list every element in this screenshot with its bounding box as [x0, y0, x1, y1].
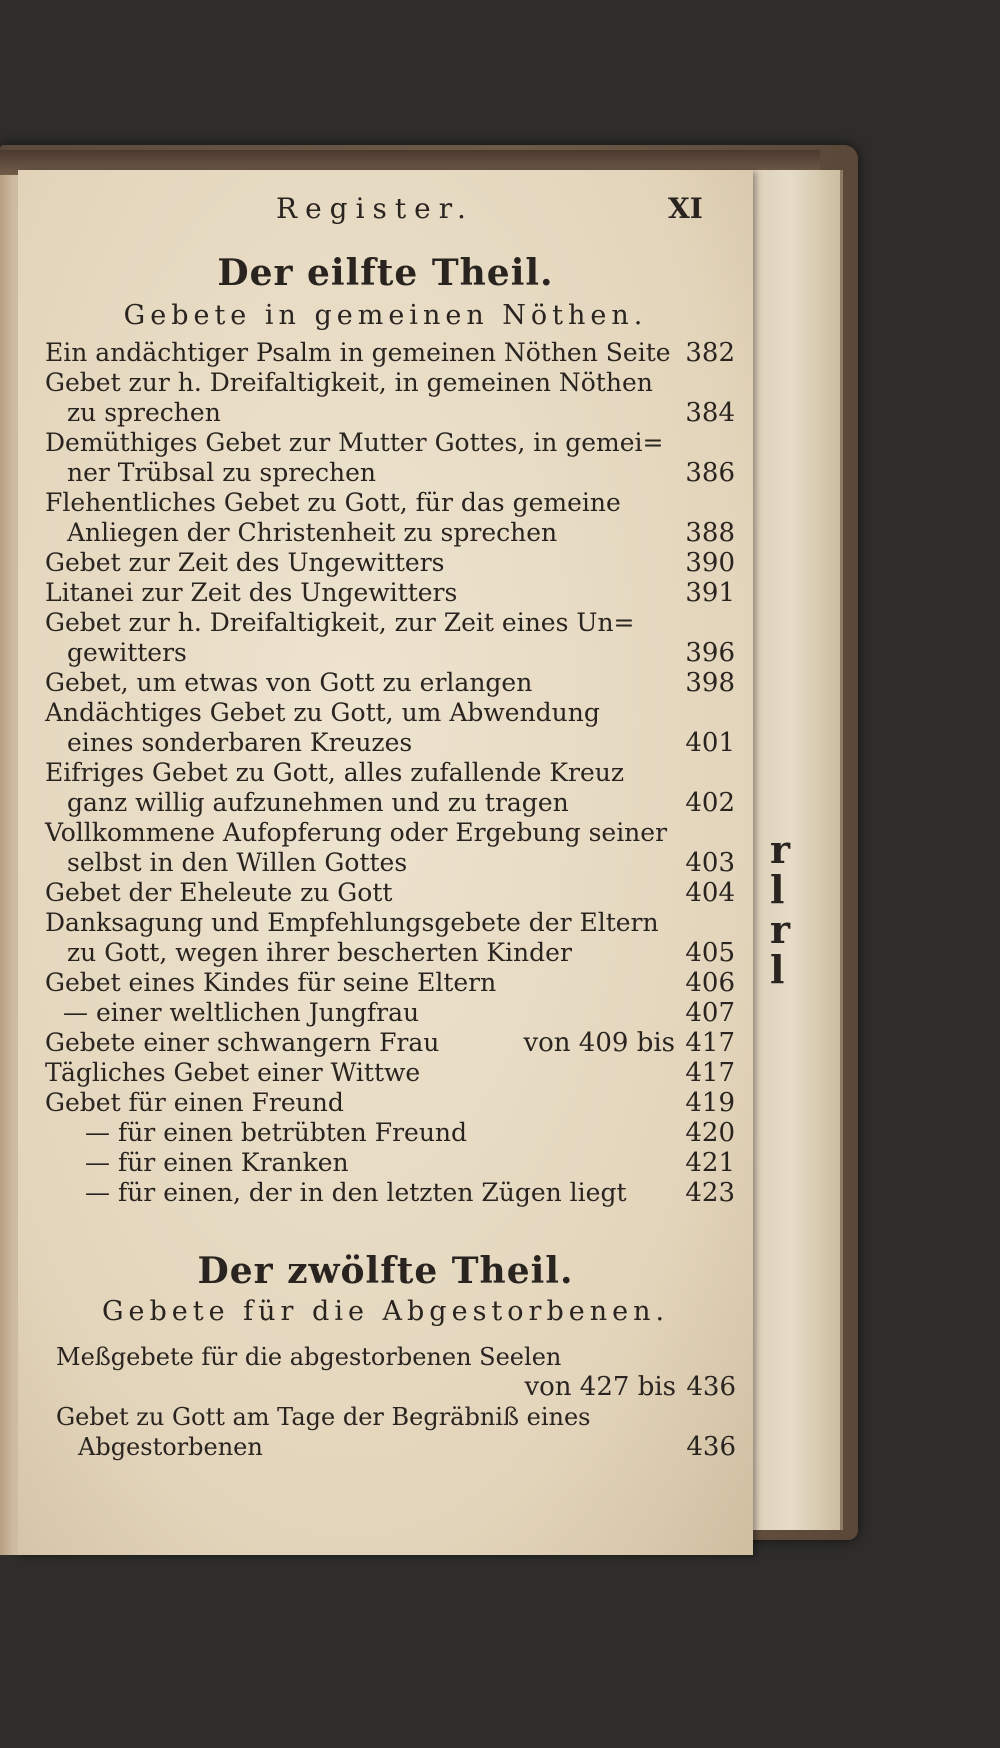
part-12-title: Der zwölfte Theil. [197, 1250, 574, 1292]
entry-text: Gebet zur Zeit des Ungewitters [45, 548, 445, 577]
register-entry [45, 908, 735, 968]
register-entry [45, 668, 735, 698]
edge-letter: l [770, 867, 785, 912]
part-11-subtitle: Gebete in gemeinen Nöthen. [123, 300, 648, 331]
entry-page-number: 388 [685, 518, 735, 548]
entry-text: Litanei zur Zeit des Ungewitters [45, 578, 458, 607]
entry-text: — für einen Kranken [85, 1148, 349, 1177]
register-entry [56, 1342, 736, 1402]
register-entry [45, 368, 735, 428]
register-entry [45, 608, 735, 668]
register-entry [45, 698, 735, 758]
register-entry [45, 338, 735, 368]
entry-text: Danksagung und Empfehlungsgebete der Eltern [45, 908, 659, 937]
register-entry [45, 968, 735, 998]
entry-page-number: 407 [685, 998, 735, 1028]
entry-text: Gebet zur h. Dreifaltigkeit, in gemeinen Nöthen [45, 368, 653, 397]
next-page-letters [770, 827, 810, 992]
entry-page-number: 417 [685, 1058, 735, 1088]
entry-text: Gebet der Eheleute zu Gott [45, 878, 393, 907]
entry-text: zu Gott, wegen ihrer bescherten Kinder [67, 938, 572, 967]
register-entry [45, 1028, 735, 1058]
entry-text: — einer weltlichen Jungfrau [63, 998, 420, 1027]
entry-text: Anliegen der Christenheit zu sprechen [67, 518, 558, 547]
entry-text: ganz willig aufzunehmen und zu tragen [67, 788, 569, 817]
register-entry [45, 1178, 735, 1208]
entry-text: Gebet zur h. Dreifaltigkeit, zur Zeit eines Un= [45, 608, 635, 637]
entry-page-number: 420 [685, 1118, 735, 1148]
entry-page-number: 391 [685, 578, 735, 608]
header-title: Register. [276, 192, 474, 225]
edge-letter: l [770, 947, 785, 992]
entry-page-number: 386 [685, 458, 735, 488]
entry-page-number: 419 [685, 1088, 735, 1118]
entry-page-number: 436 [686, 1432, 736, 1462]
entry-text: Gebet, um etwas von Gott zu erlangen [45, 668, 533, 697]
entry-page-number: 406 [685, 968, 735, 998]
entry-text: Demüthiges Gebet zur Mutter Gottes, in gemei= [45, 428, 664, 457]
entry-page-number: 405 [685, 938, 735, 968]
entry-page-number: 401 [685, 728, 735, 758]
entry-page-number: 384 [685, 398, 735, 428]
register-entry [45, 428, 735, 488]
register-entry [45, 488, 735, 548]
register-entry [45, 1058, 735, 1088]
entry-page-number: 404 [685, 878, 735, 908]
entry-text: Meßgebete für die abgestorbenen Seelen [56, 1343, 562, 1371]
previous-page-edge [0, 175, 18, 1555]
register-entry [45, 578, 735, 608]
register-entry [45, 998, 735, 1028]
entry-page-number: 403 [685, 848, 735, 878]
entry-text: Gebet für einen Freund [45, 1088, 344, 1117]
entry-page-number: 402 [685, 788, 735, 818]
register-entry [45, 818, 735, 878]
register-entry [45, 758, 735, 818]
entry-page-number: 398 [685, 668, 735, 698]
edge-letter: r [770, 907, 791, 952]
entry-text: zu sprechen [67, 398, 221, 427]
register-entry [45, 1148, 735, 1178]
entry-text: Flehentliches Gebet zu Gott, für das gemeine [45, 488, 621, 517]
register-page [18, 170, 753, 1555]
entry-page-number: 436 [686, 1372, 736, 1402]
part-12-entries [56, 1342, 736, 1462]
entry-page-number: 396 [685, 638, 735, 668]
entry-page-number: 390 [685, 548, 735, 578]
entry-page-number: 423 [685, 1178, 735, 1208]
entry-page-number: 421 [685, 1148, 735, 1178]
entry-text: selbst in den Willen Gottes [67, 848, 408, 877]
entry-text: — für einen, der in den letzten Zügen liegt [85, 1178, 627, 1207]
entry-text: Gebet eines Kindes für seine Eltern [45, 968, 497, 997]
entry-range: von 427 bis [524, 1372, 676, 1402]
entry-text: eines sonderbaren Kreuzes [67, 728, 413, 757]
register-entry [45, 548, 735, 578]
entry-range: von 409 bis [523, 1028, 675, 1058]
register-entry [56, 1402, 736, 1462]
part-12-subtitle: Gebete für die Abgestorbenen. [101, 1296, 670, 1327]
running-header [18, 192, 753, 232]
edge-letter: r [770, 827, 791, 872]
register-entry [45, 1118, 735, 1148]
entry-page-number: 382 [685, 338, 735, 368]
register-entry [45, 1088, 735, 1118]
entry-text: Tägliches Gebet einer Wittwe [45, 1058, 421, 1087]
entry-text: — für einen betrübten Freund [85, 1118, 468, 1147]
entry-text: gewitters [67, 638, 187, 667]
entry-text: Gebete einer schwangern Frau [45, 1028, 440, 1057]
entry-text: Vollkommene Aufopferung oder Ergebung seiner [45, 818, 668, 847]
entry-text: Ein andächtiger Psalm in gemeinen Nöthen Seite [45, 338, 671, 367]
entry-text: Eifriges Gebet zu Gott, alles zufallende Kreuz [45, 758, 625, 787]
entry-text: Abgestorbenen [78, 1433, 263, 1461]
entry-text: Gebet zu Gott am Tage der Begräbniß eines [56, 1403, 591, 1431]
register-entry [45, 878, 735, 908]
entry-text: Andächtiges Gebet zu Gott, um Abwendung [45, 698, 600, 727]
part-11-entries [45, 338, 735, 1208]
part-11-title: Der eilfte Theil. [217, 252, 554, 294]
entry-text: ner Trübsal zu sprechen [67, 458, 376, 487]
entry-page-number: 417 [685, 1028, 735, 1058]
next-page-edge [740, 170, 843, 1530]
page-number: XI [668, 192, 703, 225]
